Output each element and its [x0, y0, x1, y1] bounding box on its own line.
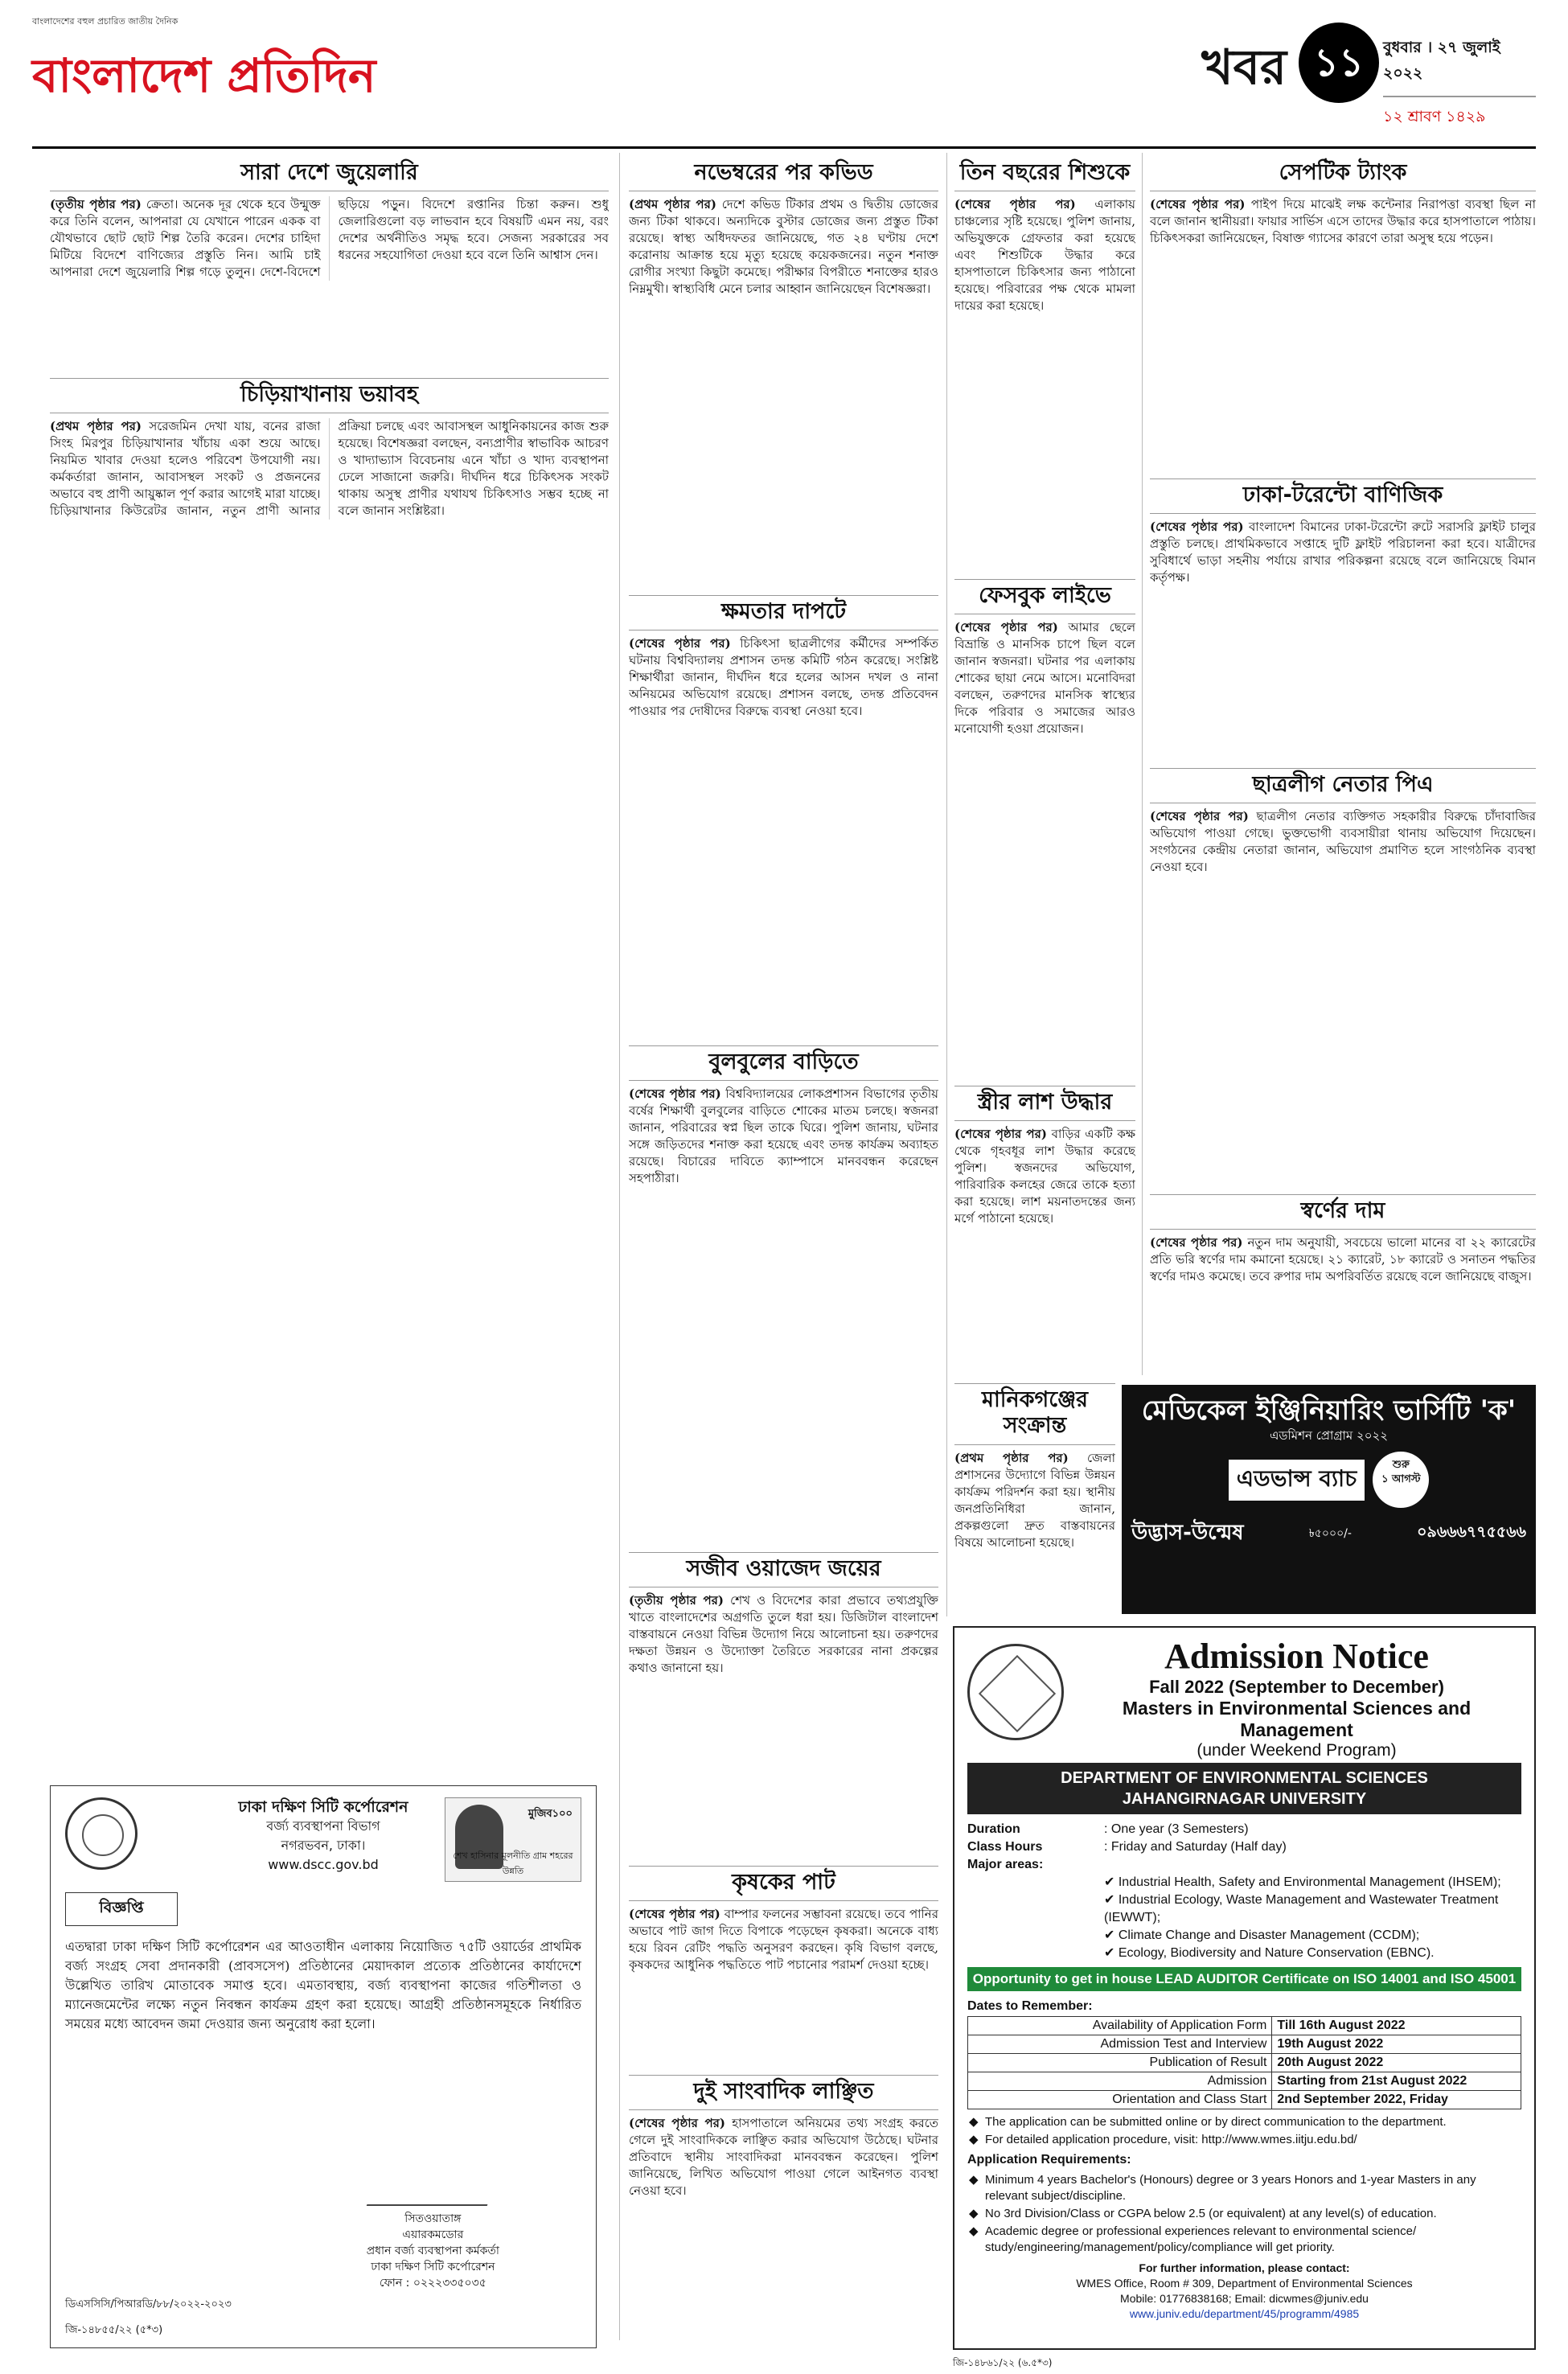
newspaper-logo[interactable] [32, 14, 402, 135]
date-label: Publication of Result [968, 2054, 1272, 2072]
article-headline: সারা দেশে জুয়েলারি [50, 157, 609, 191]
article-text: হাসপাতালে অনিয়মের তথ্য সংগ্রহ করতে গেলে দুই সাংবাদিককে লাঞ্ছিত করার অভিযোগ উঠেছে। ঘটনার প্রতিবাদে স্থানীয় সাংবাদিকরা মানববন্ধন করেছেন। পুলিশ জানিয়েছে, লিখিত অভিযোগ পাওয়া গেলে আইনগত ব্যবস্থা নেওয়া হবে। [629, 2116, 938, 2199]
notice-dept: বর্জ্য ব্যবস্থাপনা বিভাগ [266, 1818, 380, 1834]
table-row [968, 2072, 1521, 2091]
article-body [629, 196, 938, 298]
article-headline: সজীব ওয়াজেদ জয়ের [629, 1552, 938, 1587]
article-headline: ফেসবুক লাইভে [954, 579, 1135, 614]
date-bengali: ১২ শ্রাবণ ১৪২৯ [1383, 108, 1486, 125]
ad-phone[interactable]: ০৯৬৬৬৭৭৫৫৬৬ [1417, 1523, 1526, 1541]
article-text: বাড়ির একটি কক্ষ থেকে গৃহবধূর লাশ উদ্ধার করেছে পুলিশ। স্বজনদের অভিযোগ, পারিবারিক কলহের জেরে তাকে হত্যা করা হয়েছে। লাশ ময়নাতদন্তের জন্য মর্গে পাঠানো হয়েছে। [954, 1127, 1135, 1226]
article-headline: বুলবুলের বাড়িতে [629, 1045, 938, 1081]
article-text: বাম্পার ফলনের সম্ভাবনা রয়েছে। তবে পানির অভাবে পাট জাগ দিতে বিপাকে পড়েছেন কৃষকরা। অনেকে বাধ্য হয়ে রিবন রেটিং পদ্ধতি অনুসরণ করছেন। কৃষি বিভাগ বলছে, কৃষকদের আধুনিক পদ্ধতিতে পাট পচানোর পরামর্শ দেওয়া হচ্ছে। [629, 1907, 938, 1973]
department-name: DEPARTMENT OF ENVIRONMENTAL SCIENCES [1061, 1769, 1428, 1787]
column-divider [1142, 153, 1143, 1375]
opportunity-banner: Opportunity to get in house LEAD AUDITOR Certificate on ISO 14001 and ISO 45001 [967, 1967, 1521, 1991]
article-text: ক্রেতা। অনেক দূর থেকে হবে উন্মুক্ত করে তিনি বলেন, আপনারা যে যেখানে পারেন একক বা যৌথভাবে ছোট ছোট শিল্প তৈরি করেন। দেশের চাহিদা মিটিয়ে বিদেশে বাণিজ্যের প্রস্তুতি নিন। আমি চাই আপনারা দেশে জুয়েলারি শিল্প গড়ে তুলুন। দেশে-বিদেশে ছড়িয়ে পড়ুন। বিদেশে রপ্তানির চিন্তা করুন। শুধু জেলারিগুলো বড় লাভবান হবে বিষয়টি এমন নয়, বরং দেশের অর্থনীতিও সমৃদ্ধ হবে। সেজন্য সরকারের সব ধরনের সহযোগিতা দেওয়া হবে বলে তিনি আশ্বাস দেন। [50, 197, 609, 280]
newspaper-name: বাংলাদেশ প্রতিদিন [32, 48, 376, 103]
article-lead: (শেষের পৃষ্ঠার পর) [1150, 809, 1249, 824]
list-item: ◆ Academic degree or professional experiences relevant to environmental science/ study/engineering/management/policy/compliance will get priority. [967, 2224, 1521, 2256]
article-headline: নভেম্বরের পর কভিড [629, 157, 938, 191]
list-item: ◆ Minimum 4 years Bachelor's (Honours) degree or 3 years Honors and 1-year Masters in any relevant subject/discipline. [967, 2172, 1521, 2204]
ad-title: মেডিকেল ইঞ্জিনিয়ারিং ভার্সিটি 'ক' [1141, 1394, 1517, 1427]
article-body [629, 1906, 938, 1974]
article-text: আমার ছেলে বিভ্রান্তি ও মানসিক চাপে ছিল বলে জানান স্বজনরা। ঘটনার পর এলাকায় শোকের ছায়া নেমে আসে। মনোবিদরা বলছেন, তরুণদের মানসিক স্বাস্থ্যের দিকে পরিবার ও সমাজের আরও মনোযোগী হওয়া প্রয়োজন। [954, 620, 1135, 737]
notice-code: জি-১৪৮৫৫/২২ (৫*৩) [65, 2324, 163, 2336]
portrait-photo [445, 1797, 581, 1882]
article-text: শেখ ও বিদেশের কারা প্রভাবে তথ্যপ্রযুক্তি খাতে বাংলাদেশের অগ্রগতি তুলে ধরা হয়। ডিজিটাল বাংলাদেশ বাস্তবায়নে নেওয়া বিভিন্ন উদ্যোগ নিয়ে আলোচনা হয়। তরুণদের দক্ষতা উন্নয়ন ও উদ্যোক্তা তৈরিতে সরকারের নানা প্রকল্পের কথাও জানানো হয়। [629, 1593, 938, 1676]
signature-icon [367, 2174, 499, 2206]
hours-label: Class Hours [967, 1840, 1043, 1854]
majors-list [1104, 1874, 1521, 1962]
article-headline: ছাত্রলীগ নেতার পিএ [1150, 768, 1536, 803]
ad-start-month: আগস্ট [1392, 1473, 1421, 1485]
signer-title: প্রধান বর্জ্য ব্যবস্থাপনা কর্মকর্তা [366, 2245, 499, 2257]
article-headline: দুই সাংবাদিক লাঞ্ছিত [629, 2075, 938, 2110]
article-body [954, 1126, 1135, 1227]
article-lead: (প্রথম পৃষ্ঠার পর) [629, 197, 716, 212]
article-body [629, 635, 938, 720]
ad-start-badge [1373, 1452, 1429, 1508]
article-text: নতুন দাম অনুযায়ী, সবচেয়ে ভালো মানের বা ২২ ক্যারেটের প্রতি ভরি স্বর্ণের দাম কমানো হয়েছে। ২১ ক্যারেট, ১৮ ক্যারেট ও সনাতন পদ্ধতির স্বর্ণের দামও কমেছে। তবে রুপার দাম অপরিবর্তিত রয়েছে বলে জানিয়েছে বাজুস। [1150, 1235, 1536, 1284]
article-lead: (শেষের পৃষ্ঠার পর) [629, 1907, 720, 1922]
article-jewellery[interactable] [50, 157, 609, 374]
dates-table [967, 2016, 1521, 2109]
list-item: ◆ No 3rd Division/Class or CGPA below 2.5 (or equivalent) at any level(s) of education. [967, 2206, 1521, 2222]
admission-program: Masters in Environmental Sciences and Management [1122, 1698, 1472, 1740]
ad-batch: এডভান্স ব্যাচ [1229, 1460, 1365, 1501]
article-lead: (শেষের পৃষ্ঠার পর) [629, 2116, 725, 2131]
notice-body: এতদ্বারা ঢাকা দক্ষিণ সিটি কর্পোরেশন এর আওতাধীন এলাকায় নিয়োজিত ৭৫টি ওয়ার্ডের প্রাথমিক বর্জ্য সংগ্রহ সেবা প্রদানকারী (প্রাবসসেপ) প্রতিষ্ঠানের মেয়াদকাল প্রত্যেক প্রতিষ্ঠানের কার্যাদেশে উল্লেখিত তারিখ মোতাবেক সমাপ্ত হবে। এমতাবস্থায়, বর্জ্য ব্যবস্থাপনা কাজের গতিশীলতা ও ম্যানেজমেন্টের লক্ষ্যে নতুন নিবন্ধন কার্যক্রম গ্রহণ করা হয়েছে। আগ্রহী প্রতিষ্ঠানসমূহকে নির্ধারিত সময়ের মধ্যে আবেদন জমা দেওয়ার জন্য অনুরোধ করা হলো। [65, 1939, 581, 2031]
page-number-badge: ১১ [1299, 23, 1379, 103]
article-lead: (শেষের পৃষ্ঠার পর) [954, 197, 1076, 212]
duration-row [967, 1821, 1521, 1838]
table-row [968, 2054, 1521, 2072]
article-text: এলাকায় চাঞ্চল্যের সৃষ্টি হয়েছে। পুলিশ জানায়, অভিযুক্তকে গ্রেফতার করা হয়েছে এবং শিশুটিকে উদ্ধার করে হাসপাতালে চিকিৎসার জন্য পাঠানো হয়েছে। পরিবারের পক্ষ থেকে মামলা দায়ের করা হয়েছে। [954, 197, 1135, 314]
dates-title: Dates to Remember: [967, 1999, 1093, 2013]
article-body [954, 196, 1135, 314]
date-box [1383, 36, 1536, 131]
signer-rank: এয়ারকমডোর [402, 2228, 464, 2241]
article-headline: তিন বছরের শিশুকে [954, 157, 1135, 191]
article-jute[interactable] [629, 1866, 938, 2067]
article-facebook[interactable] [954, 579, 1135, 1078]
contact-block [967, 2261, 1521, 2322]
article-lead: (শেষের পৃষ্ঠার পর) [1150, 197, 1246, 212]
masthead [32, 8, 1536, 149]
duration-value: : One year (3 Semesters) [1104, 1822, 1249, 1836]
list-item: ✔ Industrial Ecology, Waste Management and Wastewater Treatment (IEWWT); [1104, 1891, 1521, 1927]
article-body [1150, 808, 1536, 876]
date-value: 19th August 2022 [1272, 2035, 1521, 2054]
date-value: 2nd September 2022, Friday [1272, 2091, 1521, 2109]
date-label: Admission [968, 2072, 1272, 2091]
list-item: ✔ Ecology, Biodiversity and Nature Conservation (EBNC). [1104, 1945, 1521, 1962]
article-journalists[interactable] [629, 2075, 938, 2340]
admission-notice[interactable] [953, 1626, 1536, 2350]
article-chhatraleague[interactable] [1150, 768, 1536, 1186]
article-body [50, 196, 609, 281]
list-item: ✔ Climate Change and Disaster Management (CCDM); [1104, 1927, 1521, 1945]
list-item: ◆ The application can be submitted online or by direct communication to the department. [967, 2114, 1521, 2130]
coaching-advertisement[interactable] [1122, 1385, 1536, 1614]
date-value: 20th August 2022 [1272, 2054, 1521, 2072]
article-wife[interactable] [954, 1086, 1135, 1375]
notice-website[interactable]: www.dscc.gov.bd [268, 1857, 379, 1872]
article-body [629, 1592, 938, 1677]
ad-fee: ৳৫০০০/- [1308, 1527, 1352, 1540]
admission-mode: (under Weekend Program) [1197, 1741, 1397, 1760]
article-lead: (তৃতীয় পৃষ্ঠার পর) [50, 197, 142, 212]
requirements-title: Application Requirements: [967, 2153, 1131, 2167]
date-label: Availability of Application Form [968, 2017, 1272, 2035]
date-value: Starting from 21st August 2022 [1272, 2072, 1521, 2091]
date-label: Orientation and Class Start [968, 2091, 1272, 2109]
ad-start-day: ১ [1381, 1473, 1389, 1485]
article-headline: কৃষকের পাট [629, 1866, 938, 1901]
article-headline: ক্ষমতার দাপটে [629, 595, 938, 630]
section-label: খবর [1201, 39, 1287, 96]
department-banner [967, 1763, 1521, 1814]
notice-label: বিজ্ঞপ্তি [65, 1892, 178, 1926]
article-lead: (শেষের পৃষ্ঠার পর) [1150, 520, 1244, 535]
contact-link[interactable]: www.juniv.edu/department/45/programm/4985 [1129, 2307, 1360, 2320]
signer-name: সিতওয়াতাঙ্গ [404, 2212, 462, 2225]
logo-tagline: বাংলাদেশের বহুল প্রচারিত জাতীয় দৈনিক [32, 16, 179, 27]
article-lead: (শেষের পৃষ্ঠার পর) [954, 1127, 1047, 1142]
admission-title: Admission Notice [1164, 1637, 1429, 1676]
article-text: দেশে কভিড টিকার প্রথম ও দ্বিতীয় ডোজের জন্য টিকা থাকবে। অন্যদিকে বুস্টার ডোজের জন্য প্রস্তুত টিকা রয়েছে। স্বাস্থ্য অধিদফতর জানিয়েছে, গত ২৪ ঘণ্টায় দেশে করোনায় আক্রান্ত হয়ে মৃত্যু হয়েছে কয়েকজনের। নতুন শনাক্ত রোগীর সংখ্যা কিছুটা কমেছে। পরীক্ষার বিপরীতে শনাক্তের হারও নিম্নমুখী। স্বাস্থ্যবিধি মেনে চলার আহ্বান জানিয়েছেন বিশেষজ্ঞরা। [629, 197, 938, 297]
article-body [50, 418, 609, 520]
article-body [1150, 1234, 1536, 1285]
article-zoo[interactable] [50, 378, 609, 1777]
article-lead: (শেষের পৃষ্ঠার পর) [954, 620, 1058, 635]
ad-subtitle: এডমিশন প্রোগ্রাম ২০২২ [1270, 1428, 1388, 1443]
university-logo-icon [967, 1644, 1064, 1740]
list-item[interactable]: ◆ For detailed application procedure, visit: http://www.wmes.iitju.edu.bd/ [967, 2132, 1521, 2148]
article-sajib[interactable] [629, 1552, 938, 1858]
article-headline: স্ত্রীর লাশ উদ্ধার [954, 1086, 1135, 1121]
table-row [968, 2035, 1521, 2054]
article-headline: স্বর্ণের দাম [1150, 1194, 1536, 1230]
article-bulbul[interactable] [629, 1045, 938, 1544]
date-label: Admission Test and Interview [968, 2035, 1272, 2054]
admission-headings [1072, 1636, 1521, 1760]
article-text: সরেজমিন দেখা যায়, বনের রাজা সিংহ মিরপুর চিড়িয়াখানার খাঁচায় একা শুয়ে আছে। নিয়মিত খাবার দেওয়া হলেও পরিবেশ উপযোগী নয়। কর্মকর্তারা জানান, আবাসস্থল সংকট ও প্রজননের অভাবে বহু প্রাণী আয়ুষ্কাল পূর্ণ করার আগেই মারা যাচ্ছে। চিড়িয়াখানার কিউরেটর জানান, নতুন প্রাণী আনার প্রক্রিয়া চলছে এবং আবাসস্থল আধুনিকায়নের কাজ শুরু হয়েছে। বিশেষজ্ঞরা বলছেন, বন্যপ্রাণীর স্বাভাবিক আচরণ ও খাদ্যাভ্যাস বিবেচনায় এনে খাঁচা ও খাদ্য ব্যবস্থাপনা ঢেলে সাজানো জরুরি। দীর্ঘদিন ধরে চিকিৎসক সংকট থাকায় অসুস্থ প্রাণীর যথাযথ চিকিৎসাও সম্ভব হচ্ছে না বলে জানান সংশ্লিষ্টরা। [50, 419, 609, 519]
article-headline: ঢাকা-টরেন্টো বাণিজিক [1150, 478, 1536, 514]
admission-term: Fall 2022 (September to December) [1149, 1677, 1444, 1697]
article-body [954, 1450, 1115, 1551]
article-headline: মানিকগঞ্জের সংক্রান্ত [954, 1383, 1115, 1445]
ad-footer [1131, 1516, 1526, 1551]
article-text: জেলা প্রশাসনের উদ্যোগে বিভিন্ন উন্নয়ন কার্যক্রম পরিদর্শন করা হয়। স্থানীয় জনপ্রতিনিধিরা জানান, প্রকল্পগুলো দ্রুত বাস্তবায়নের বিষয়ে আলোচনা হয়েছে। [954, 1450, 1115, 1550]
article-lead: (শেষের পৃষ্ঠার পর) [629, 636, 731, 651]
article-text: চিকিৎসা ছাত্রলীগের কর্মীদের সম্পর্কিত ঘটনায় বিশ্ববিদ্যালয় প্রশাসন তদন্ত কমিটি গঠন করেছে। সংশ্লিষ্ট শিক্ষার্থীরা জানান, দীর্ঘদিন ধরে হলের আসন দখল ও নানা অনিয়মের অভিযোগ রয়েছে। প্রশাসন বলছে, তদন্ত প্রতিবেদন পাওয়ার পর দোষীদের বিরুদ্ধে ব্যবস্থা নেওয়া হবে। [629, 636, 938, 719]
signature-block [367, 2174, 499, 2291]
article-covid[interactable] [629, 157, 938, 591]
article-headline: সেপটিক ট্যাংক [1150, 157, 1536, 191]
notice-org: ঢাকা দক্ষিণ সিটি কর্পোরেশন [238, 1798, 408, 1816]
ad-start-label: শুরু [1392, 1459, 1410, 1471]
article-child[interactable] [954, 157, 1135, 575]
article-lead: (শেষের পৃষ্ঠার পর) [629, 1086, 721, 1102]
notice-address: নগরভবন, ঢাকা। [281, 1838, 366, 1853]
article-lead: (প্রথম পৃষ্ঠার পর) [50, 419, 142, 434]
article-text: পাইপ দিয়ে মাঝেই লক্ষ কন্টেনার নিরাপত্তা ব্যবস্থা ছিল না বলে জানান স্থানীয়রা। ফায়ার সার্ভিস এসে তাদের উদ্ধার করে হাসপাতালে পাঠায়। চিকিৎসকরা জানিয়েছেন, বিষাক্ত গ্যাসের কারণে তারা অসুস্থ হয়ে পড়েন। [1150, 197, 1536, 246]
duration-label: Duration [967, 1822, 1020, 1836]
majors-label: Major areas: [967, 1858, 1044, 1871]
date-gregorian: বুধবার । ২৭ জুলাই ২০২২ [1383, 36, 1536, 97]
article-power[interactable] [629, 595, 938, 1037]
application-notes [967, 2114, 1521, 2148]
ad-brand: উদ্ভাস-উন্মেষ [1131, 1521, 1244, 1545]
requirements-list [967, 2172, 1521, 2256]
article-septic[interactable] [1150, 157, 1536, 470]
article-body [954, 619, 1135, 737]
article-gold[interactable] [1150, 1194, 1536, 1379]
article-body [1150, 196, 1536, 247]
article-lead: (তৃতীয় পৃষ্ঠার পর) [629, 1593, 724, 1608]
article-lead: (শেষের পৃষ্ঠার পর) [1150, 1235, 1243, 1251]
portrait-caption: শেখ হাসিনার মূলনীতি গ্রাম শহরের উন্নতি [453, 1850, 573, 1876]
table-row [968, 2091, 1521, 2109]
list-item: ✔ Industrial Health, Safety and Environmental Management (IHSEM); [1104, 1874, 1521, 1891]
article-body [629, 1086, 938, 1187]
contact-office: WMES Office, Room # 309, Department of Environmental Sciences [1076, 2277, 1413, 2290]
article-body [1150, 519, 1536, 586]
university-name: JAHANGIRNAGAR UNIVERSITY [1122, 1790, 1367, 1808]
article-text: ছাত্রলীগ নেতার ব্যক্তিগত সহকারীর বিরুদ্ধে চাঁদাবাজির অভিযোগ পাওয়া গেছে। ভুক্তভোগী ব্যবসায়ীরা থানায় অভিযোগ দিয়েছেন। সংগঠনের কেন্দ্রীয় নেতারা জানান, অভিযোগ প্রমাণিত হলে সাংগঠনিক ব্যবস্থা নেওয়া হবে। [1150, 809, 1536, 875]
notice-header [65, 1797, 581, 1886]
majors-row [967, 1856, 1521, 1874]
article-body [629, 2115, 938, 2199]
hours-row [967, 1838, 1521, 1856]
article-headline: চিড়িয়াখানায় ভয়াবহ [50, 378, 609, 413]
article-text: বাংলাদেশ বিমানের ঢাকা-টরেন্টো রুটে সরাসরি ফ্লাইট চালুর প্রস্তুতি চলছে। প্রাথমিকভাবে সপ্তাহে দুটি ফ্লাইট পরিচালনা করা হবে। যাত্রীদের সুবিধার্থে ভাড়া সহনীয় পর্যায়ে রাখার পরিকল্পনা রয়েছে বলে জানিয়েছে বিমান কর্তৃপক্ষ। [1150, 520, 1536, 585]
signer-office: ঢাকা দক্ষিণ সিটি কর্পোরেশন [371, 2261, 495, 2273]
ad-batch-row [1131, 1452, 1526, 1508]
article-dhaka-toronto[interactable] [1150, 478, 1536, 760]
contact-title: For further information, please contact: [1139, 2261, 1350, 2274]
date-value: Till 16th August 2022 [1272, 2017, 1521, 2035]
column-divider [619, 153, 620, 2340]
notice-reference: ডিএসসিসি/পিআরডি/৮৮/২০২২-২০২৩ [65, 2298, 232, 2310]
article-manik[interactable] [954, 1383, 1115, 1616]
admission-header [967, 1636, 1521, 1760]
hours-value: : Friday and Saturday (Half day) [1104, 1840, 1287, 1854]
column-divider [946, 153, 947, 1616]
signer-phone: ফোন : ০২২২৩৩৫০৩৫ [379, 2277, 486, 2290]
footer-code: জি-১৪৮৬১/২২ (৬.৫*৩) [953, 2357, 1053, 2368]
mujib100-logo: মুজিব১০০ [527, 1808, 573, 1820]
article-lead: (প্রথম পৃষ্ঠার পর) [954, 1450, 1069, 1465]
article-text: বিশ্ববিদ্যালয়ের লোকপ্রশাসন বিভাগের তৃতীয় বর্ষের শিক্ষার্থী বুলবুলের বাড়িতে শোকের মাতম চলছে। স্বজনরা জানান, পরিবারের স্বপ্ন ছিল তাকে ঘিরে। পুলিশ জানায়, ঘটনার সঙ্গে জড়িতদের শনাক্ত করা হয়েছে এবং তদন্ত কার্যক্রম অব্যাহত রয়েছে। বিচারের দাবিতে ক্যাম্পাসে মানববন্ধন করেছেন সহপাঠীরা। [629, 1086, 938, 1186]
contact-mobile[interactable]: Mobile: 01776838168; Email: dicwmes@juniv.edu [1120, 2292, 1369, 2305]
table-row [968, 2017, 1521, 2035]
dscc-notice[interactable] [50, 1785, 597, 2348]
